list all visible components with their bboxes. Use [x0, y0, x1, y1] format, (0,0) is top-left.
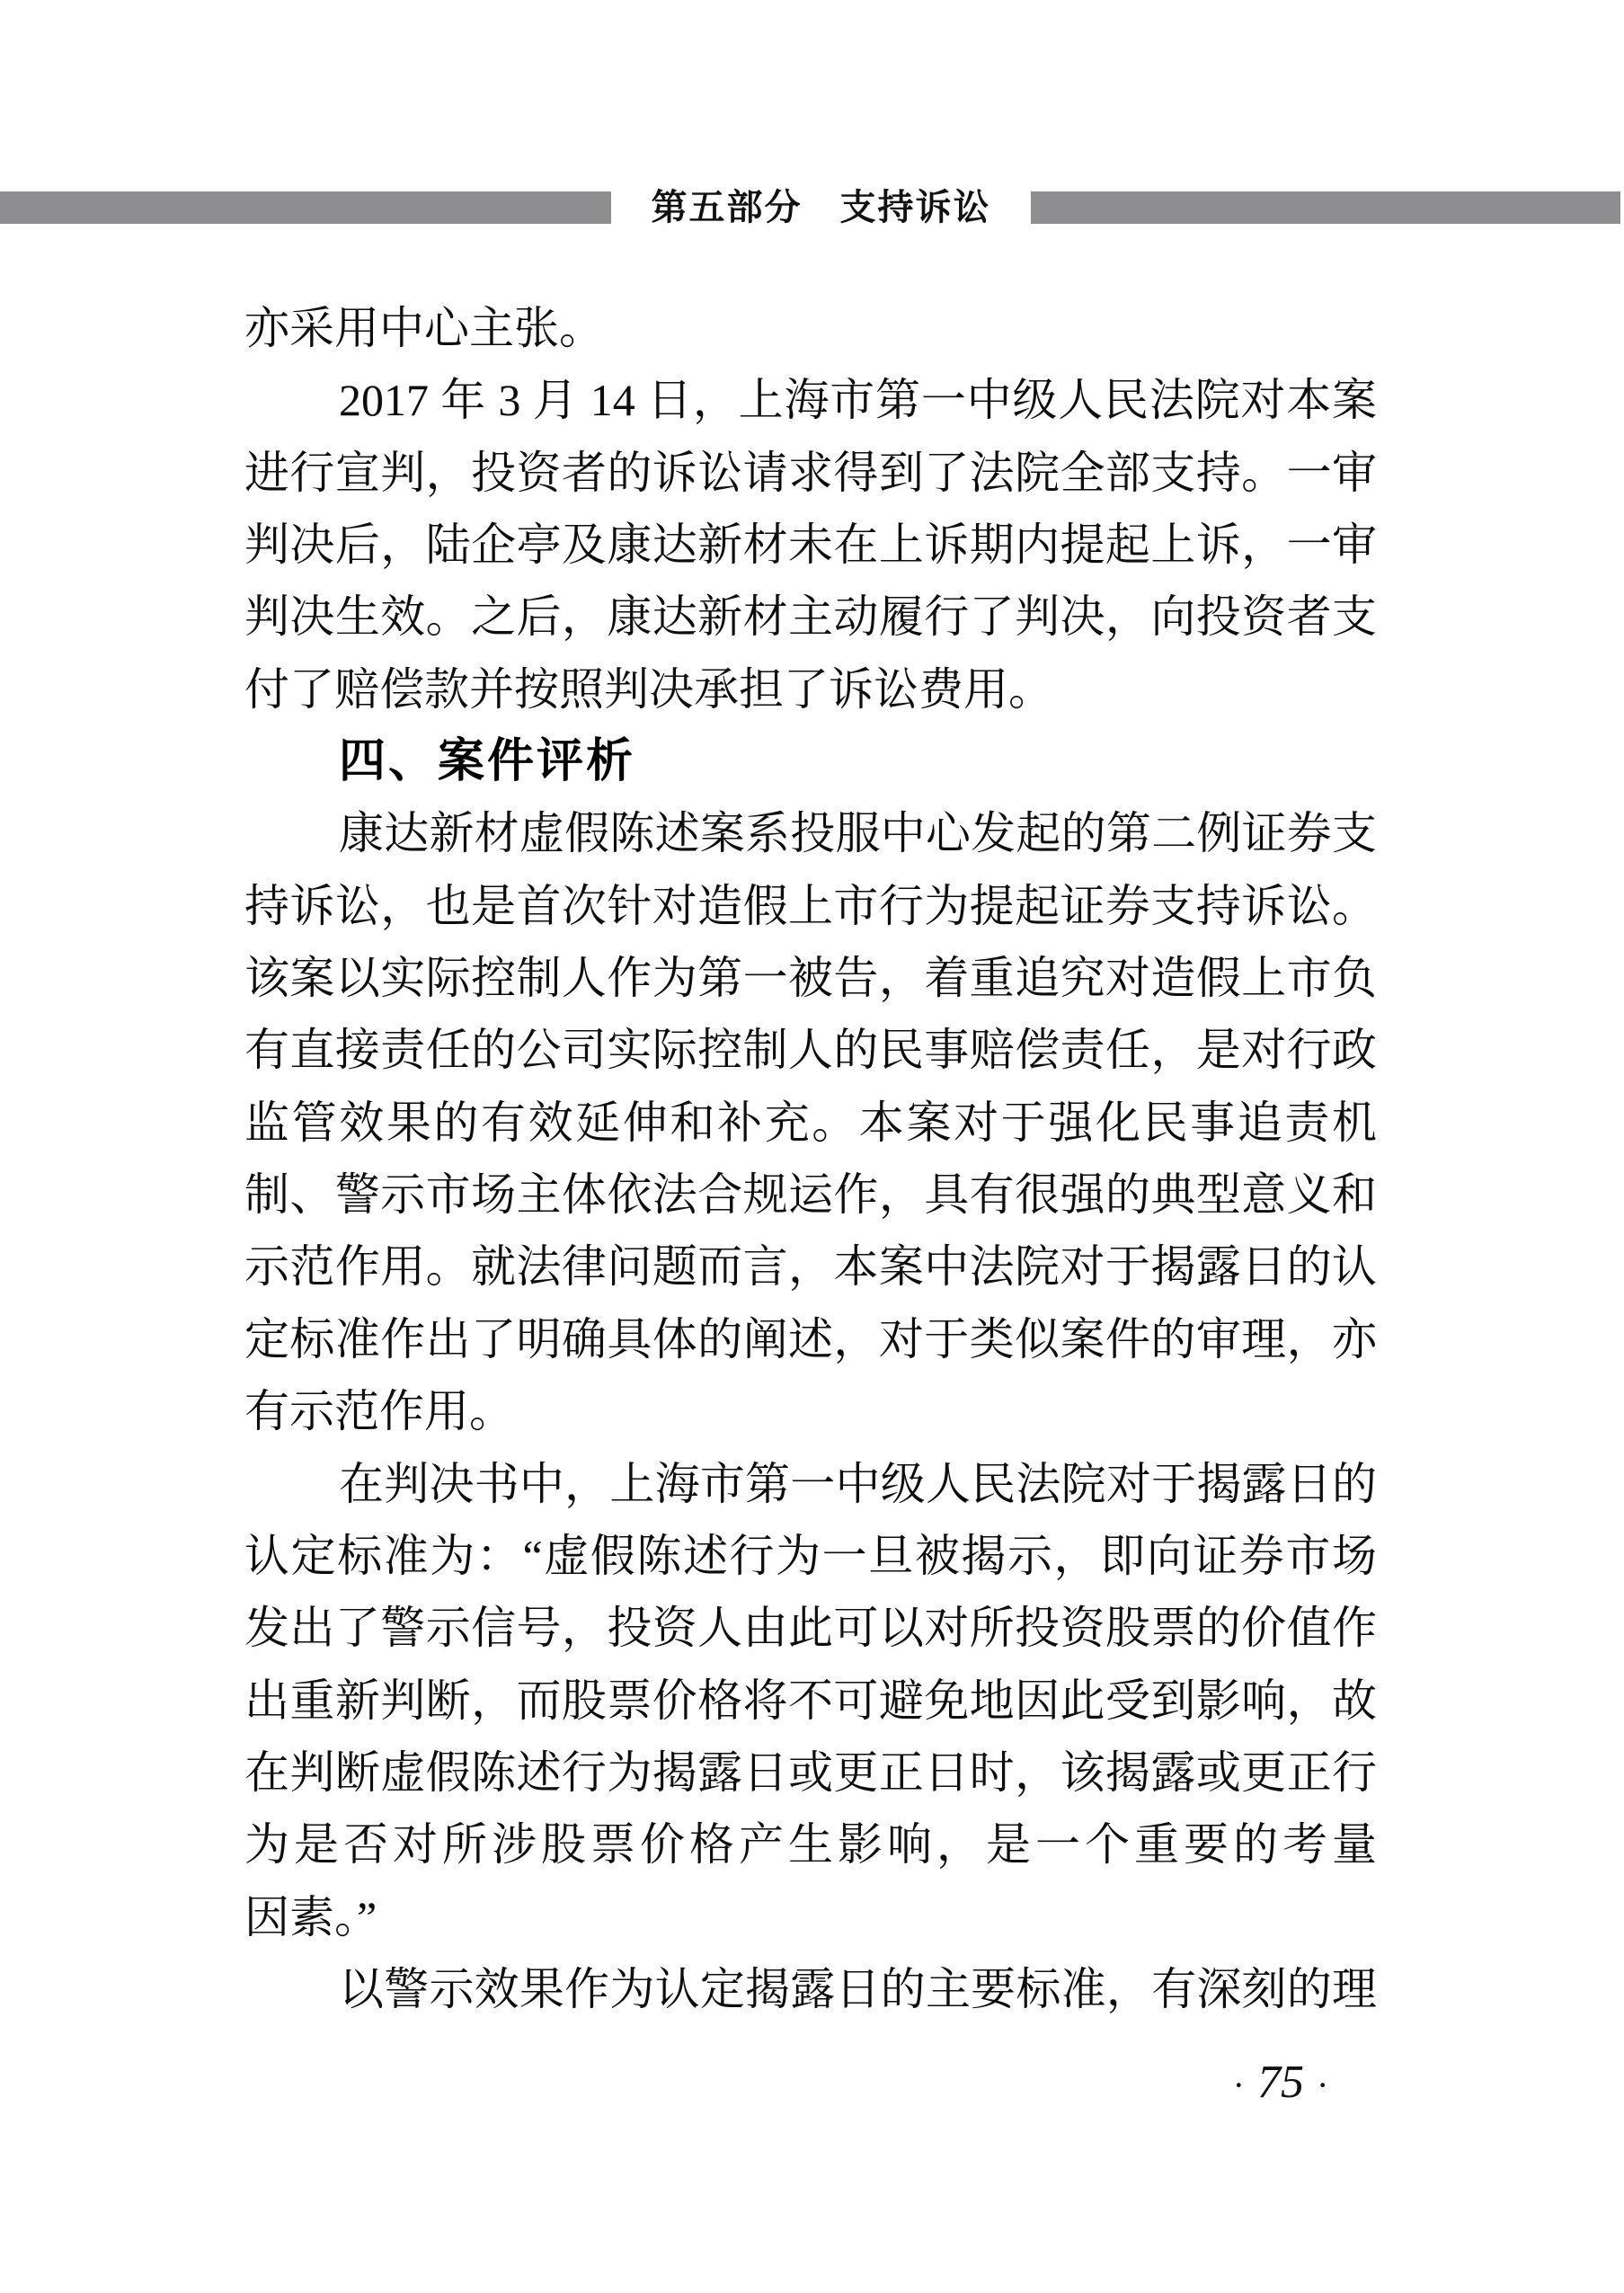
- text-line: 为是否对所涉股票价格产生影响，是一个重要的考量: [244, 1819, 1377, 1871]
- header-rule-left: [0, 191, 611, 224]
- text-line: 在判决书中，上海市第一中级人民法院对于揭露日的: [339, 1458, 1377, 1509]
- text-line: 定标准作出了明确具体的阐述，对于类似案件的审理，亦: [244, 1313, 1377, 1364]
- body-text: [244, 292, 1377, 2025]
- text-line: 有直接责任的公司实际控制人的民事赔偿责任，是对行政: [244, 1025, 1377, 1076]
- text-line: 康达新材虚假陈述案系投服中心发起的第二例证券支: [339, 808, 1377, 859]
- text-line: 判决后，陆企亭及康达新材未在上诉期内提起上诉，一审: [244, 520, 1377, 571]
- text-line: 有示范作用。: [244, 1386, 514, 1437]
- text-line: 因素。”: [244, 1891, 377, 1942]
- text-line: 2017 年 3 月 14 日，上海市第一中级人民法院对本案: [339, 375, 1377, 426]
- text-line: 认定标准为：“虚假陈述行为一旦被揭示，即向证券市场: [244, 1530, 1377, 1581]
- page-number: [1195, 2054, 1366, 2111]
- text-line: 持诉讼，也是首次针对造假上市行为提起证券支持诉讼。: [244, 880, 1377, 931]
- page-number-dot-right: ·: [1317, 2065, 1329, 2105]
- text-line: 示范作用。就法律问题而言，本案中法院对于揭露日的认: [244, 1241, 1377, 1293]
- text-line: 发出了警示信号，投资人由此可以对所投资股票的价值作: [244, 1603, 1377, 1654]
- text-line: 亦采用中心主张。: [244, 303, 604, 353]
- text-line: 进行宣判，投资者的诉讼请求得到了法院全部支持。一审: [244, 447, 1377, 498]
- section-heading: 四、案件评析: [339, 735, 636, 788]
- page-number-value: 75: [1257, 2057, 1304, 2108]
- text-line: 该案以实际控制人作为第一被告，着重追究对造假上市负: [244, 953, 1377, 1004]
- running-header-title: 第五部分 支持诉讼: [651, 188, 991, 227]
- text-line: 出重新判断，而股票价格将不可避免地因此受到影响，故: [244, 1675, 1377, 1726]
- text-line: 制、警示市场主体依法合规运作，具有很强的典型意义和: [244, 1169, 1377, 1221]
- text-line: 付了赔偿款并按照判决承担了诉讼费用。: [244, 663, 1053, 715]
- text-line: 以警示效果作为认定揭露日的主要标准，有深刻的理: [339, 1963, 1377, 2014]
- page-number-dot-left: ·: [1232, 2065, 1245, 2105]
- text-line: 在判断虚假陈述行为揭露日或更正日时，该揭露或更正行: [244, 1746, 1377, 1798]
- text-line: 判决生效。之后，康达新材主动履行了判决，向投资者支: [244, 591, 1377, 643]
- header-rule-right: [1031, 191, 1620, 224]
- text-line: 监管效果的有效延伸和补充。本案对于强化民事追责机: [244, 1097, 1377, 1148]
